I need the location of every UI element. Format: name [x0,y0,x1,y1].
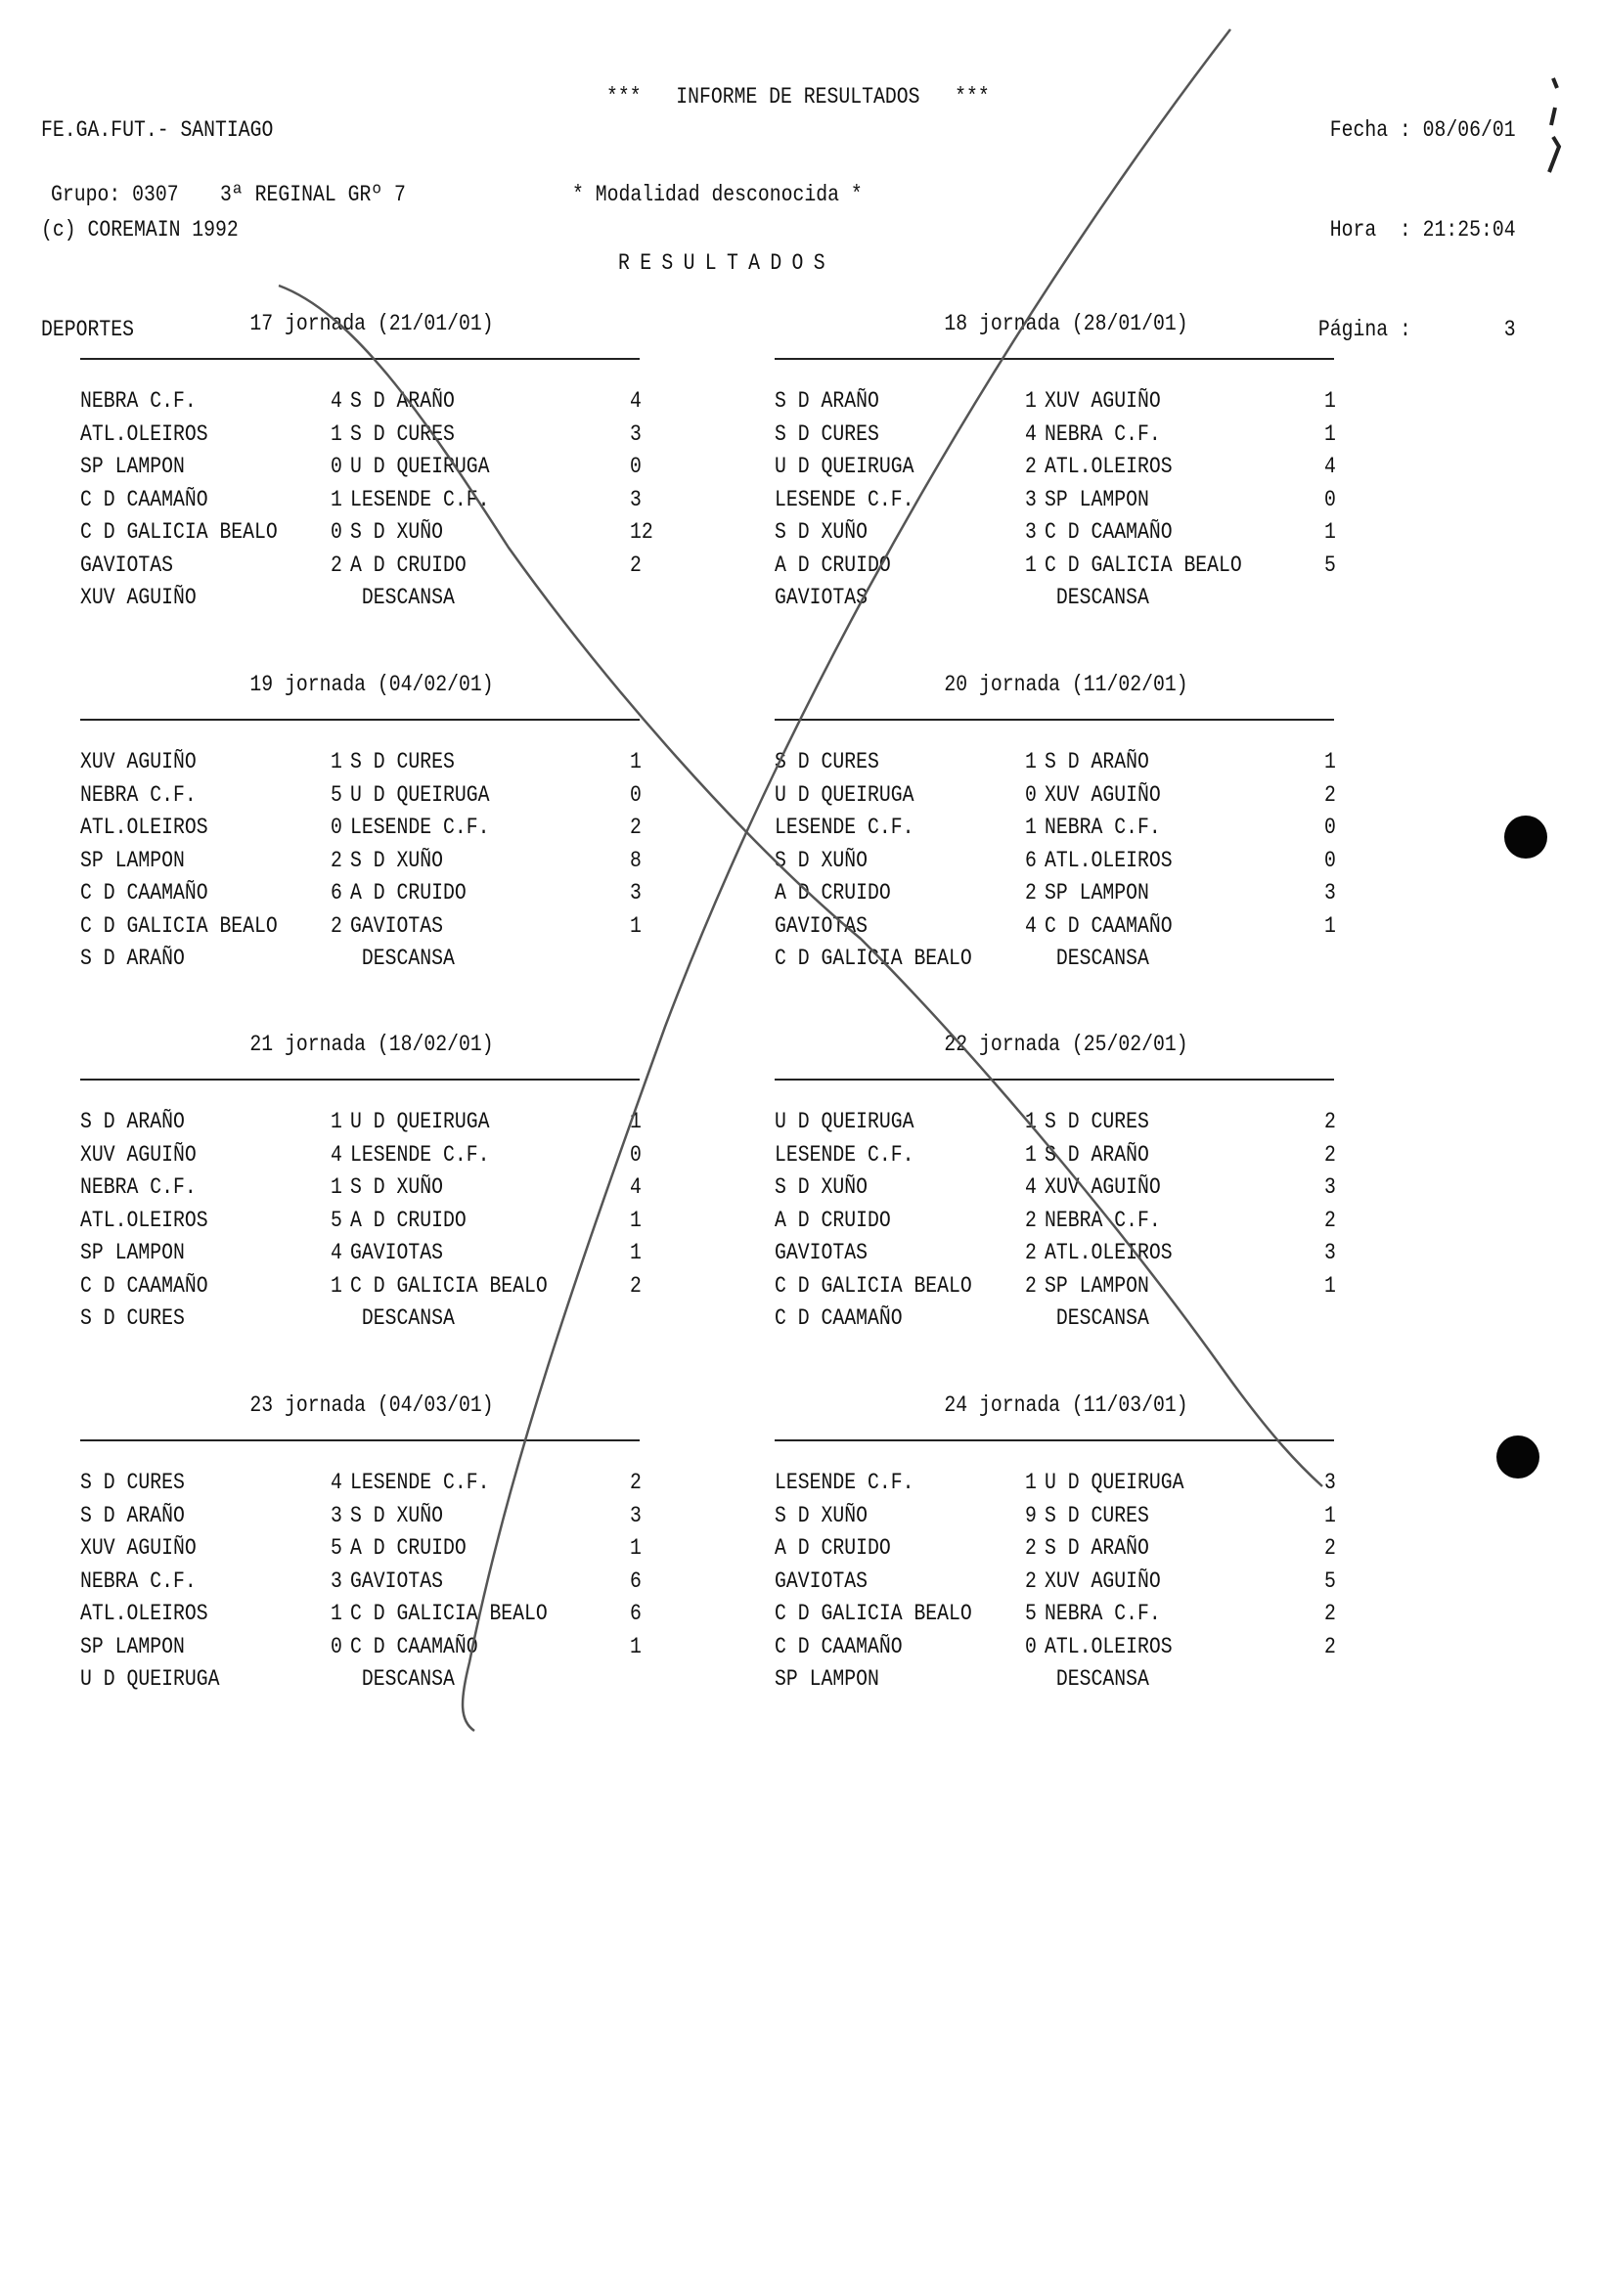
away-score: 3 [630,880,642,905]
home-score: 1 [1025,749,1037,774]
home-team: C D GALICIA BEALO [80,519,278,545]
away-team: U D QUEIRUGA [350,454,490,479]
away-score: 5 [1324,552,1336,578]
home-score: 4 [1025,1174,1037,1200]
away-score: 8 [630,847,642,873]
away-team: S D XUÑO [350,1174,443,1200]
home-score: 2 [331,552,342,578]
away-score: 2 [1324,781,1336,808]
pagina-line: Página : 3 [1318,317,1516,342]
away-score: 2 [630,1272,642,1299]
home-score: 3 [1025,486,1037,512]
away-team: LESENDE C.F. [350,1470,490,1495]
away-team: DESCANSA [350,1666,455,1692]
home-score: 5 [1025,1601,1037,1626]
away-score: 0 [1324,847,1336,873]
away-team: S D CURES [1045,1109,1149,1134]
away-team: C D GALICIA BEALO [1045,552,1242,578]
away-score: 12 [630,519,653,545]
fecha-line: Fecha : 08/06/01 [1330,117,1516,143]
away-team: DESCANSA [350,585,455,610]
org-line: FE.GA.FUT.- SANTIAGO [41,117,274,143]
home-team: XUV AGUIÑO [80,749,197,774]
away-team: S D ARAÑO [1045,749,1149,774]
away-team: S D XUÑO [350,847,443,873]
home-team: GAVIOTAS [775,912,868,939]
home-team: S D ARAÑO [775,388,879,414]
group-code: Grupo: 0307 [51,182,179,207]
home-team: XUV AGUIÑO [80,585,197,610]
away-score: 1 [630,1240,642,1265]
away-team: ATL.OLEIROS [1045,847,1173,873]
away-team: SP LAMPON [1045,880,1149,905]
away-score: 1 [630,1207,642,1233]
away-score: 0 [630,781,642,808]
away-score: 1 [630,749,642,774]
away-team: LESENDE C.F. [350,486,490,512]
away-team: LESENDE C.F. [350,1141,490,1168]
away-score: 2 [1324,1141,1336,1168]
dept-line: DEPORTES [41,317,134,342]
home-team: U D QUEIRUGA [775,781,914,808]
home-team: SP LAMPON [80,454,185,479]
away-team: DESCANSA [350,946,455,971]
away-team: GAVIOTAS [350,1240,443,1265]
home-team: S D CURES [80,1305,185,1331]
home-team: NEBRA C.F. [80,1567,197,1594]
home-team: NEBRA C.F. [80,781,197,808]
jornada-title: 20 jornada (11/02/01) [944,672,1188,697]
away-team: C D GALICIA BEALO [350,1601,548,1626]
modality-label: * Modalidad desconocida * [572,182,863,207]
jornada-title: 22 jornada (25/02/01) [944,1032,1188,1057]
away-score: 0 [1324,815,1336,840]
home-team: ATL.OLEIROS [80,815,208,840]
home-score: 5 [331,1535,342,1561]
home-team: U D QUEIRUGA [775,1109,914,1134]
home-team: S D ARAÑO [80,1502,185,1528]
home-score: 6 [331,880,342,905]
home-team: ATL.OLEIROS [80,1207,208,1233]
home-team: C D CAAMAÑO [80,486,208,512]
home-score: 4 [331,1470,342,1495]
jornada-title: 19 jornada (04/02/01) [249,672,494,697]
home-team: C D CAAMAÑO [80,1272,208,1299]
away-score: 1 [1324,912,1336,939]
away-score: 3 [630,420,642,447]
home-score: 5 [331,781,342,808]
away-score: 4 [630,388,642,414]
home-team: C D CAAMAÑO [775,1633,903,1659]
away-score: 3 [630,486,642,512]
home-score: 1 [1025,1109,1037,1134]
away-team: SP LAMPON [1045,486,1149,512]
home-score: 0 [331,519,342,545]
away-team: DESCANSA [350,1305,455,1331]
home-score: 1 [1025,1141,1037,1168]
home-team: S D CURES [775,749,879,774]
home-team: GAVIOTAS [775,1240,868,1265]
home-team: S D XUÑO [775,847,868,873]
home-team: C D GALICIA BEALO [775,946,972,971]
away-team: S D ARAÑO [350,388,455,414]
section-title: RESULTADOS [618,250,835,276]
home-score: 2 [1025,1535,1037,1561]
away-score: 2 [630,815,642,840]
home-score: 2 [1025,1567,1037,1594]
away-team: S D CURES [350,420,455,447]
home-score: 4 [331,1141,342,1168]
away-score: 1 [1324,1502,1336,1528]
home-team: LESENDE C.F. [775,1470,914,1495]
away-team: C D CAAMAÑO [1045,519,1173,545]
away-team: XUV AGUIÑO [1045,388,1161,414]
home-team: S D XUÑO [775,1502,868,1528]
away-score: 1 [630,1633,642,1659]
home-team: C D CAAMAÑO [775,1305,903,1331]
away-team: GAVIOTAS [350,1567,443,1594]
away-score: 2 [630,552,642,578]
away-team: NEBRA C.F. [1045,1601,1161,1626]
home-score: 1 [1025,552,1037,578]
away-score: 3 [630,1502,642,1528]
away-team: ATL.OLEIROS [1045,1240,1173,1265]
home-team: NEBRA C.F. [80,1174,197,1200]
home-team: LESENDE C.F. [775,815,914,840]
away-score: 1 [1324,519,1336,545]
home-team: A D CRUIDO [775,1207,891,1233]
home-team: A D CRUIDO [775,880,891,905]
home-score: 0 [331,1633,342,1659]
home-score: 3 [331,1502,342,1528]
away-team: XUV AGUIÑO [1045,781,1161,808]
away-team: DESCANSA [1045,585,1149,610]
away-team: GAVIOTAS [350,912,443,939]
away-score: 6 [630,1601,642,1626]
away-team: S D XUÑO [350,519,443,545]
home-score: 1 [331,749,342,774]
home-score: 1 [331,1174,342,1200]
away-score: 1 [1324,1272,1336,1299]
away-team: DESCANSA [1045,1305,1149,1331]
away-score: 3 [1324,1240,1336,1265]
away-team: DESCANSA [1045,1666,1149,1692]
home-team: SP LAMPON [80,1633,185,1659]
away-team: A D CRUIDO [350,1535,467,1561]
home-score: 2 [1025,1272,1037,1299]
away-team: C D GALICIA BEALO [350,1272,548,1299]
away-score: 4 [1324,454,1336,479]
home-team: SP LAMPON [80,847,185,873]
home-score: 2 [1025,1240,1037,1265]
away-team: S D XUÑO [350,1502,443,1528]
away-score: 6 [630,1567,642,1594]
home-team: U D QUEIRUGA [775,454,914,479]
away-team: S D ARAÑO [1045,1535,1149,1561]
away-team: S D ARAÑO [1045,1141,1149,1168]
hora-line: Hora : 21:25:04 [1330,217,1516,243]
home-team: C D CAAMAÑO [80,880,208,905]
home-team: ATL.OLEIROS [80,420,208,447]
away-score: 0 [1324,486,1336,512]
away-score: 2 [630,1470,642,1495]
away-team: A D CRUIDO [350,880,467,905]
jornada-title: 24 jornada (11/03/01) [944,1392,1188,1418]
away-score: 4 [630,1174,642,1200]
home-team: SP LAMPON [775,1666,879,1692]
home-team: S D ARAÑO [80,1109,185,1134]
home-team: S D ARAÑO [80,946,185,971]
away-score: 5 [1324,1567,1336,1594]
home-score: 0 [331,815,342,840]
copyright-line: (c) COREMAIN 1992 [41,217,239,243]
jornada-title: 17 jornada (21/01/01) [249,311,494,336]
home-score: 1 [331,486,342,512]
home-team: U D QUEIRUGA [80,1666,220,1692]
home-team: GAVIOTAS [80,552,173,578]
home-score: 1 [1025,1470,1037,1495]
home-score: 1 [331,1601,342,1626]
home-score: 2 [331,912,342,939]
away-team: U D QUEIRUGA [350,781,490,808]
away-score: 3 [1324,1470,1336,1495]
away-team: S D CURES [350,749,455,774]
away-score: 3 [1324,880,1336,905]
away-score: 2 [1324,1109,1336,1134]
home-score: 3 [331,1567,342,1594]
home-team: S D CURES [80,1470,185,1495]
home-score: 5 [331,1207,342,1233]
home-team: A D CRUIDO [775,552,891,578]
away-score: 1 [630,1535,642,1561]
home-team: C D GALICIA BEALO [775,1272,972,1299]
home-team: S D XUÑO [775,1174,868,1200]
home-team: A D CRUIDO [775,1535,891,1561]
division-name: 3ª REGINAL GRº 7 [220,182,406,207]
home-score: 2 [331,847,342,873]
home-score: 2 [1025,880,1037,905]
punch-hole [1504,816,1547,859]
home-team: C D GALICIA BEALO [775,1601,972,1626]
away-team: SP LAMPON [1045,1272,1149,1299]
away-score: 1 [630,1109,642,1134]
home-team: LESENDE C.F. [775,1141,914,1168]
away-team: A D CRUIDO [350,1207,467,1233]
away-score: 2 [1324,1633,1336,1659]
away-score: 2 [1324,1601,1336,1626]
home-team: C D GALICIA BEALO [80,912,278,939]
home-team: ATL.OLEIROS [80,1601,208,1626]
away-team: U D QUEIRUGA [350,1109,490,1134]
away-score: 1 [1324,388,1336,414]
home-score: 1 [1025,815,1037,840]
home-team: LESENDE C.F. [775,486,914,512]
home-score: 4 [1025,912,1037,939]
home-score: 1 [331,1109,342,1134]
home-team: XUV AGUIÑO [80,1535,197,1561]
away-team: C D CAAMAÑO [1045,912,1173,939]
home-score: 0 [1025,781,1037,808]
away-team: NEBRA C.F. [1045,1207,1161,1233]
away-team: LESENDE C.F. [350,815,490,840]
home-team: S D XUÑO [775,519,868,545]
home-team: GAVIOTAS [775,585,868,610]
away-team: ATL.OLEIROS [1045,1633,1173,1659]
home-score: 2 [1025,1207,1037,1233]
home-score: 0 [331,454,342,479]
away-score: 2 [1324,1207,1336,1233]
away-score: 2 [1324,1535,1336,1561]
away-team: NEBRA C.F. [1045,815,1161,840]
jornada-title: 23 jornada (04/03/01) [249,1392,494,1418]
home-score: 1 [1025,388,1037,414]
away-score: 0 [630,454,642,479]
home-score: 1 [331,420,342,447]
away-team: XUV AGUIÑO [1045,1174,1161,1200]
home-team: SP LAMPON [80,1240,185,1265]
away-team: S D CURES [1045,1502,1149,1528]
home-team: XUV AGUIÑO [80,1141,197,1168]
home-score: 4 [1025,420,1037,447]
away-team: ATL.OLEIROS [1045,454,1173,479]
report-title: *** INFORME DE RESULTADOS *** [606,84,990,110]
away-score: 3 [1324,1174,1336,1200]
jornada-title: 21 jornada (18/02/01) [249,1032,494,1057]
home-score: 2 [1025,454,1037,479]
away-team: U D QUEIRUGA [1045,1470,1184,1495]
home-score: 0 [1025,1633,1037,1659]
away-score: 0 [630,1141,642,1168]
away-score: 1 [1324,749,1336,774]
home-score: 9 [1025,1502,1037,1528]
away-team: DESCANSA [1045,946,1149,971]
away-team: NEBRA C.F. [1045,420,1161,447]
away-team: XUV AGUIÑO [1045,1567,1161,1594]
home-team: S D CURES [775,420,879,447]
away-score: 1 [630,912,642,939]
home-score: 6 [1025,847,1037,873]
away-score: 1 [1324,420,1336,447]
home-score: 4 [331,1240,342,1265]
punch-hole [1496,1435,1539,1479]
home-score: 4 [331,388,342,414]
away-team: C D CAAMAÑO [350,1633,478,1659]
jornada-title: 18 jornada (28/01/01) [944,311,1188,336]
home-team: GAVIOTAS [775,1567,868,1594]
home-team: NEBRA C.F. [80,388,197,414]
home-score: 3 [1025,519,1037,545]
away-team: A D CRUIDO [350,552,467,578]
home-score: 1 [331,1272,342,1299]
